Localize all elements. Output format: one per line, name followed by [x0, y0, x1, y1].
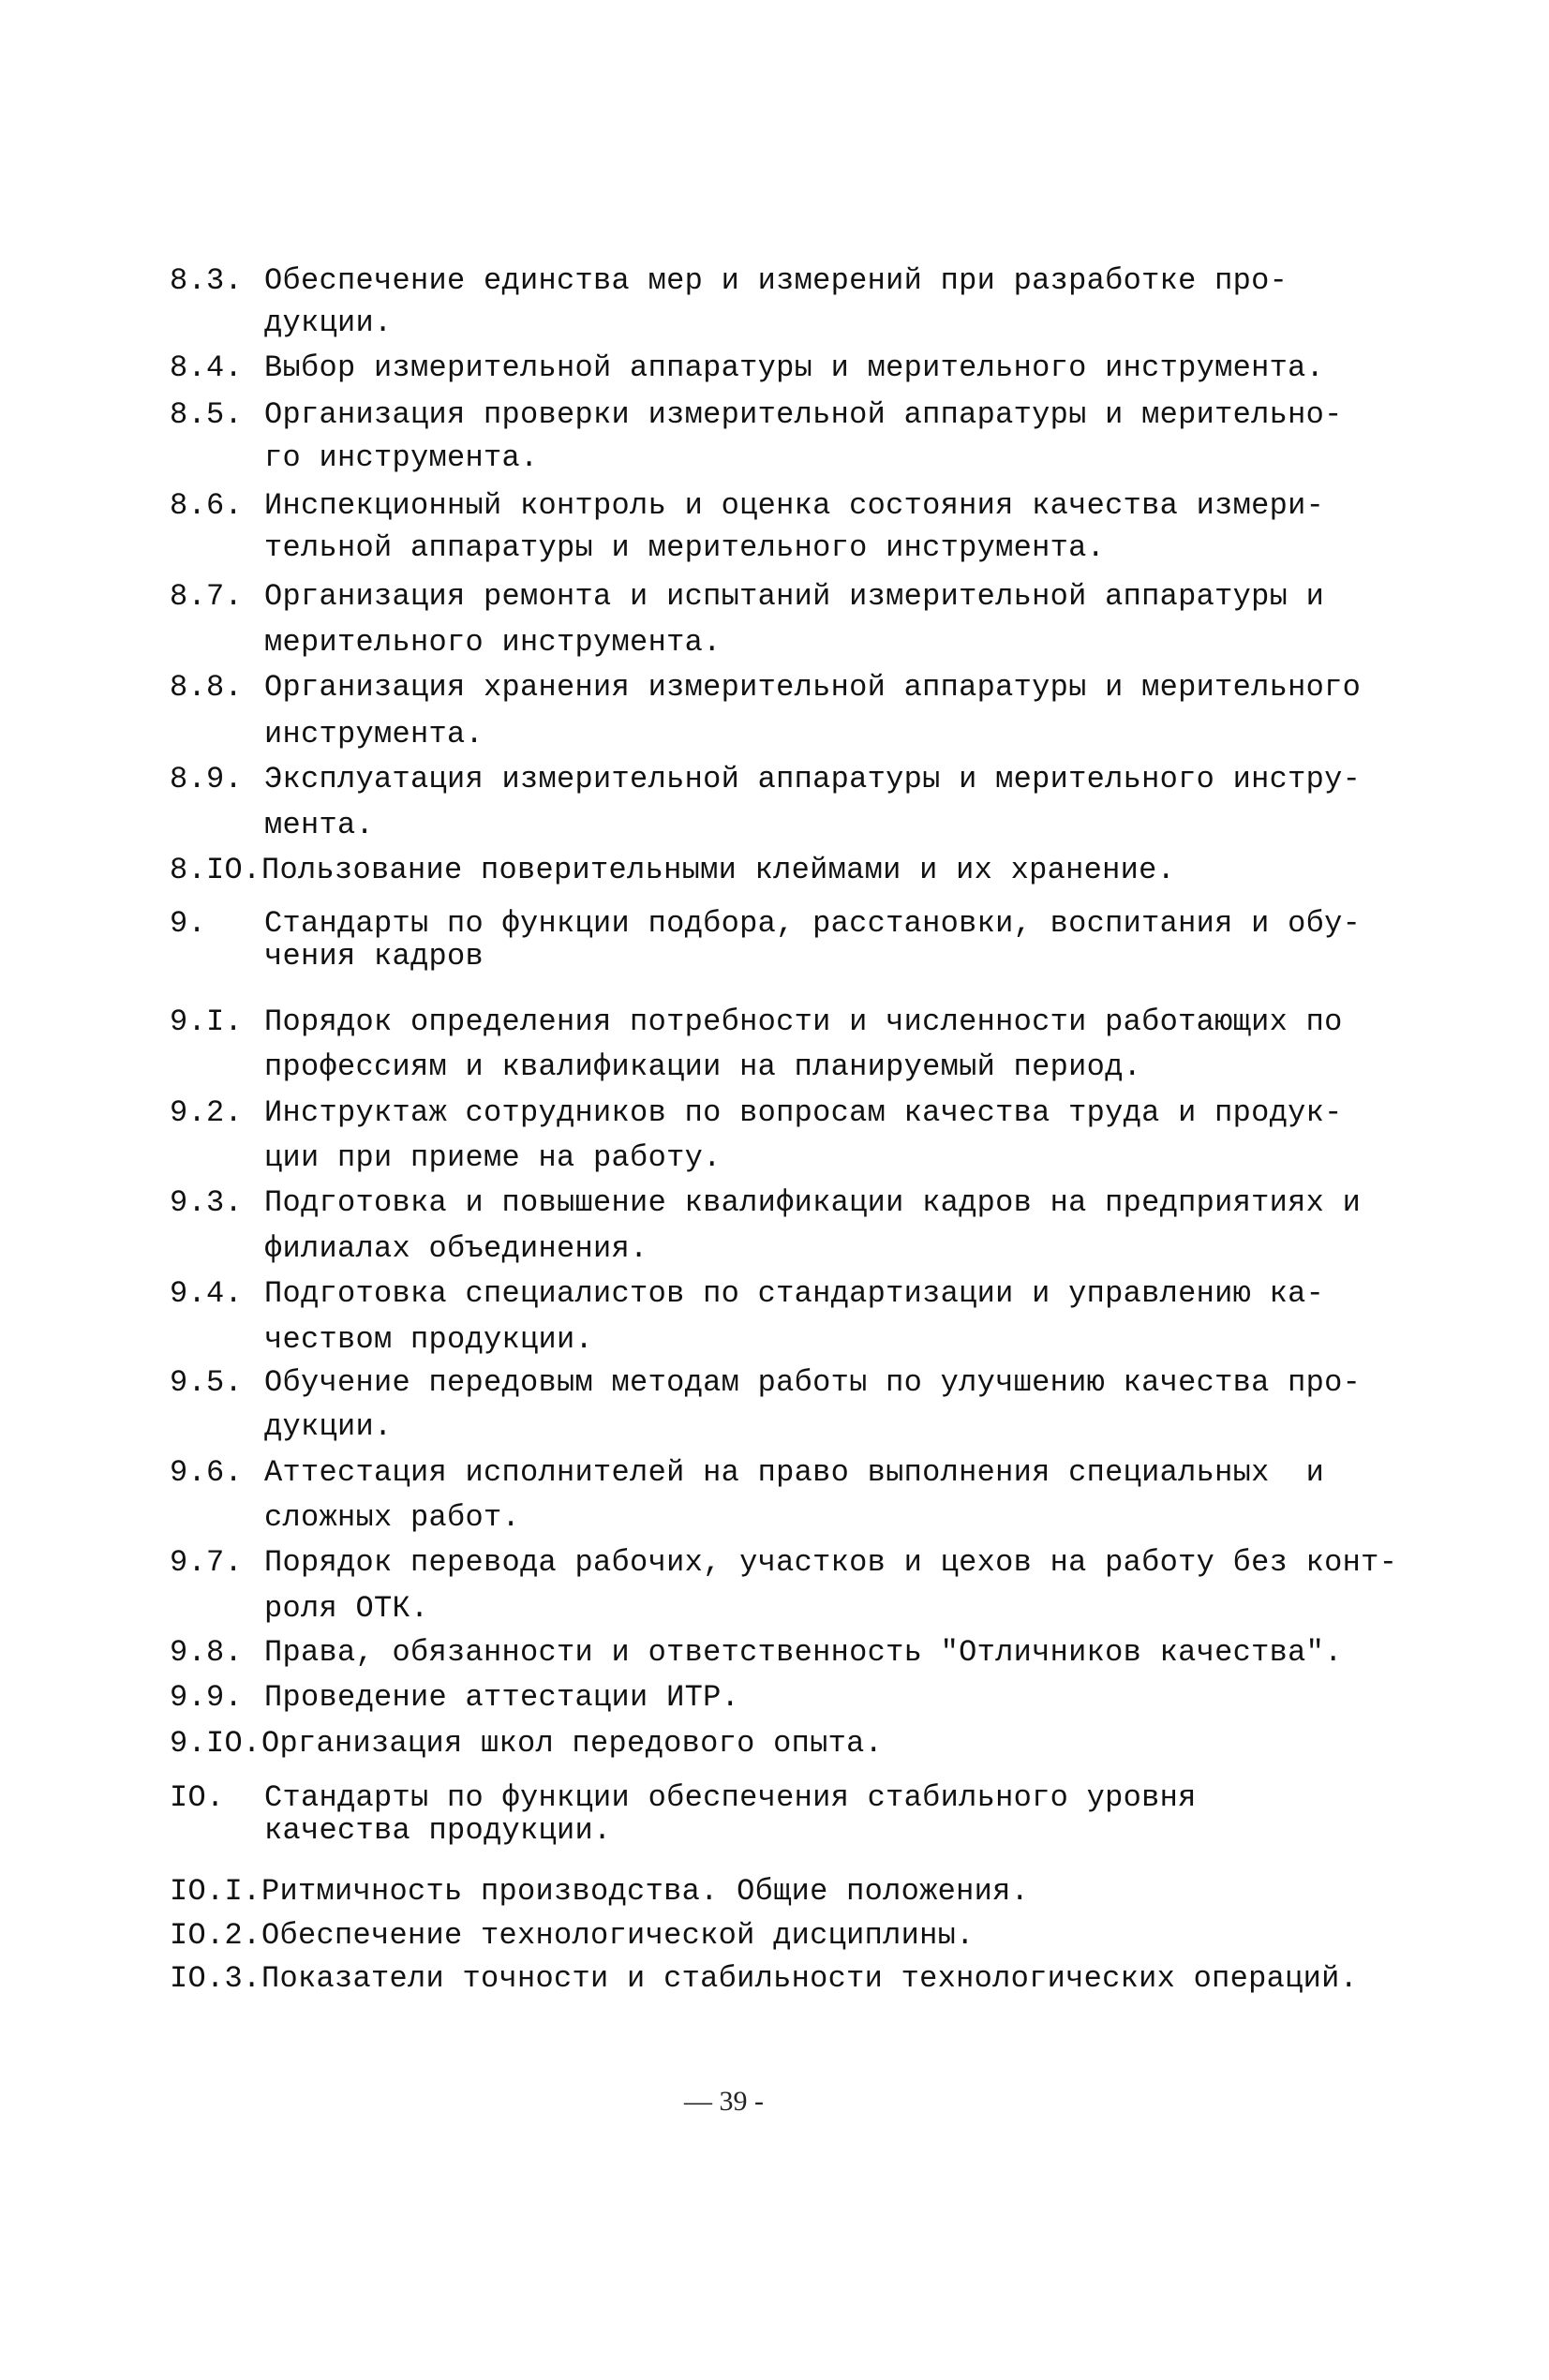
- item-text-line: Подготовка специалистов по стандартизации и управлению ка-: [264, 1276, 1325, 1311]
- item-number: 9.: [170, 906, 207, 941]
- item-text-line: Выбор измерительной аппаратуры и мерительного инструмента.: [264, 350, 1325, 385]
- item-number: 9.4.: [170, 1276, 244, 1311]
- item-number: 9.I.: [170, 1004, 244, 1039]
- item-number: 8.8.: [170, 670, 244, 705]
- item-text-line: Эксплуатация измерительной аппаратуры и мерительного инстру-: [264, 762, 1362, 796]
- item-text-line: Стандарты по функции обеспечения стабильного уровня: [264, 1780, 1197, 1815]
- item-number: IO.: [170, 1780, 225, 1815]
- item-text-line: Стандарты по функции подбора, расстановки, воспитания и обу-: [264, 906, 1362, 941]
- item-text-line: дукции.: [264, 305, 393, 340]
- item-number: 9.5.: [170, 1365, 244, 1400]
- item-text-line: ции при приеме на работу.: [264, 1140, 722, 1175]
- item-text-line: го инструмента.: [264, 440, 539, 475]
- item-text-line: Организация школ передового опыта.: [261, 1726, 884, 1761]
- item-number: 9.2.: [170, 1095, 244, 1130]
- item-number: IO.2.: [170, 1918, 261, 1953]
- item-text-line: Обеспечение единства мер и измерений при разработке про-: [264, 263, 1288, 298]
- item-text-line: мента.: [264, 808, 375, 842]
- item-number: 9.9.: [170, 1680, 244, 1715]
- item-text-line: тельной аппаратуры и мерительного инструмента.: [264, 530, 1106, 565]
- item-text-line: дукции.: [264, 1409, 393, 1444]
- item-text-line: чеством продукции.: [264, 1322, 594, 1357]
- item-text-line: качества продукции.: [264, 1813, 612, 1848]
- item-number: 9.6.: [170, 1455, 244, 1490]
- item-number: 8.7.: [170, 579, 244, 614]
- item-text-line: сложных работ.: [264, 1500, 521, 1535]
- item-text-line: Порядок перевода рабочих, участков и цехов на работу без конт-: [264, 1545, 1398, 1580]
- item-text-line: Инструктаж сотрудников по вопросам качества труда и продук-: [264, 1095, 1343, 1130]
- item-text-line: чения кадров: [264, 939, 484, 974]
- item-text-line: Организация хранения измерительной аппаратуры и мерительного: [264, 670, 1362, 705]
- item-text-line: Подготовка и повышение квалификации кадров на предприятиях и: [264, 1185, 1362, 1220]
- item-text-line: Права, обязанности и ответственность "Отличников качества".: [264, 1635, 1343, 1670]
- item-text-line: Пользование поверительными клеймами и их хранение.: [261, 853, 1176, 887]
- item-number: 8.IO.: [170, 853, 261, 887]
- item-text-line: Показатели точности и стабильности технологических операций.: [261, 1961, 1359, 1996]
- item-text-line: инструмента.: [264, 717, 484, 751]
- item-number: 8.3.: [170, 263, 244, 298]
- item-text-line: филиалах объединения.: [264, 1231, 648, 1266]
- item-text-line: Инспекционный контроль и оценка состояния качества измери-: [264, 488, 1325, 523]
- item-number: 8.9.: [170, 762, 244, 796]
- item-number: 9.3.: [170, 1185, 244, 1220]
- item-number: 8.6.: [170, 488, 244, 523]
- item-text-line: Аттестация исполнителей на право выполнения специальных и: [264, 1455, 1325, 1490]
- item-number: 8.5.: [170, 397, 244, 432]
- item-number: IO.3.: [170, 1961, 261, 1996]
- item-number: 9.7.: [170, 1545, 244, 1580]
- item-number: 9.8.: [170, 1635, 244, 1670]
- item-number: IO.I.: [170, 1874, 261, 1909]
- item-text-line: мерительного инструмента.: [264, 625, 722, 660]
- item-text-line: Порядок определения потребности и численности работающих по: [264, 1004, 1343, 1039]
- item-text-line: Организация проверки измерительной аппаратуры и мерительно-: [264, 397, 1343, 432]
- item-text-line: Организация ремонта и испытаний измерительной аппаратуры и: [264, 579, 1325, 614]
- item-number: 9.IO.: [170, 1726, 261, 1761]
- page-number: — 39 -: [684, 2086, 764, 2117]
- item-text-line: Обучение передовым методам работы по улучшению качества про-: [264, 1365, 1362, 1400]
- item-text-line: профессиям и квалификации на планируемый период.: [264, 1049, 1142, 1084]
- item-text-line: Ритмичность производства. Общие положения.: [261, 1874, 1030, 1909]
- item-text-line: Проведение аттестации ИТР.: [264, 1680, 740, 1715]
- item-text-line: Обеспечение технологической дисциплины.: [261, 1918, 975, 1953]
- item-number: 8.4.: [170, 350, 244, 385]
- item-text-line: роля ОТК.: [264, 1591, 429, 1626]
